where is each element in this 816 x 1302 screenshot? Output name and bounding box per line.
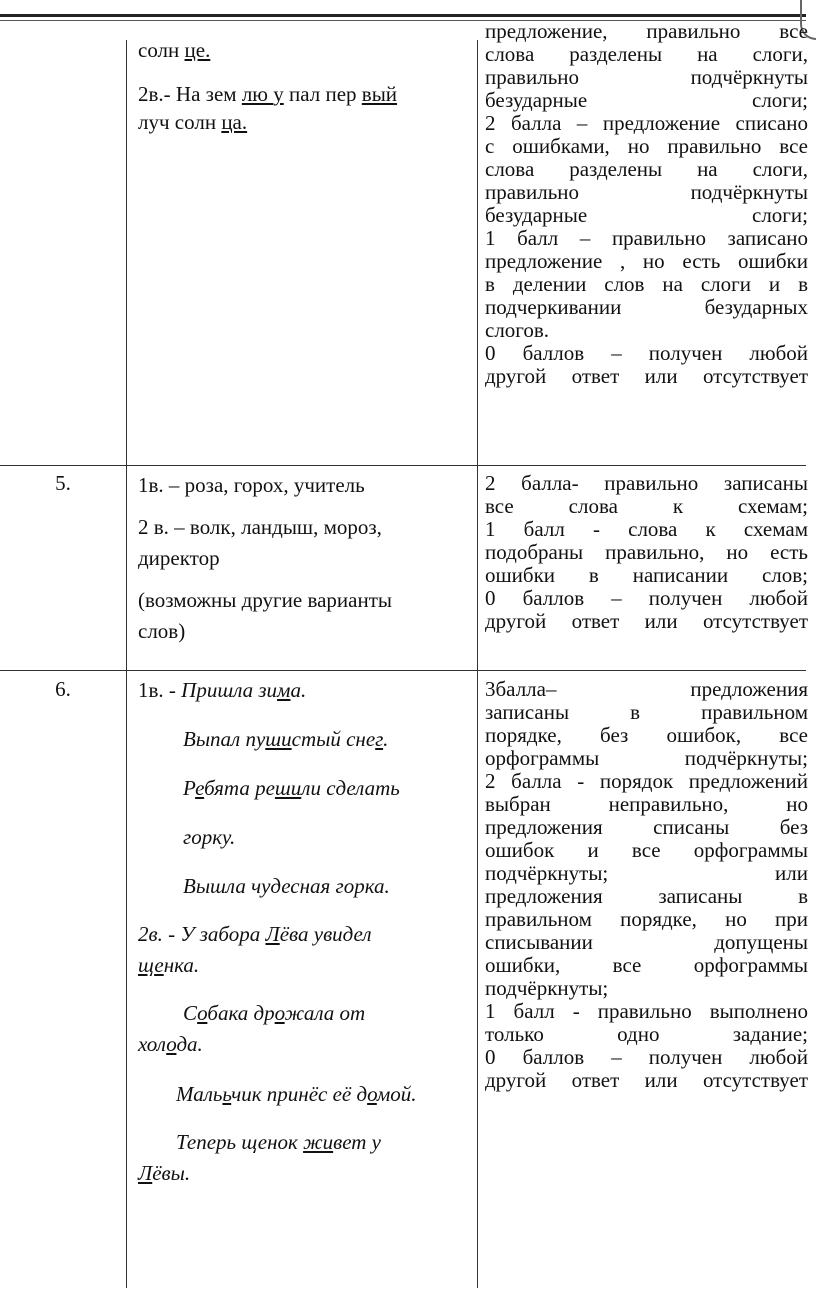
row4-criteria-line: правильно подчёркнуты (485, 180, 808, 204)
row6-answer-text: Пришла зи (181, 678, 278, 702)
row6-answer-text: Л (138, 1161, 153, 1185)
row6-answer-line (138, 678, 468, 702)
row4-criteria-line: безударные слоги; (485, 203, 808, 227)
row4-criteria-cell (485, 19, 808, 464)
row4-criteria-line: 1 балл – правильно записано (485, 226, 808, 250)
row5-criteria-line: все слова к схемам; (485, 494, 808, 518)
row6-answer-text: г (375, 727, 384, 751)
row6-answer-text: ли сделать (301, 776, 400, 800)
row6-answer-text: чик принёс её д (231, 1082, 368, 1106)
row5-criteria-cell (485, 472, 808, 667)
row4-answer-line (138, 38, 468, 62)
row4-answer-text: вый (361, 82, 398, 106)
row5-criteria-line: ошибки в написании слов; (485, 563, 808, 587)
row6-answer-line (138, 727, 468, 751)
row6-answer-text: о (166, 1032, 177, 1056)
row5-criteria-line: подобраны правильно, но есть (485, 540, 808, 564)
row6-answer-text: Р (183, 776, 196, 800)
row4-criteria-line: 0 баллов – получен любой (485, 341, 808, 365)
row6-answer-text: Маль (176, 1082, 223, 1106)
row6-answer-line (138, 1001, 468, 1025)
row4-criteria-line: слогов. (485, 318, 550, 342)
row6-answer-text: ши (274, 776, 302, 800)
row6-answer-text: горку. (183, 825, 236, 849)
row6-answer-text: а. (290, 678, 307, 702)
row6-answer-text: С (183, 1001, 198, 1025)
row6-answer-line (138, 874, 468, 898)
row6-answer-cell (138, 678, 468, 1185)
row6-answer-text: жи (303, 1130, 334, 1154)
row6-answer-text: бака др (207, 1001, 275, 1025)
row5-answer-line: директор (138, 546, 220, 570)
row4-answer-text: лю (241, 82, 274, 106)
row6-criteria-line: списывании допущены (485, 930, 808, 954)
row6-answer-text: щ (138, 953, 155, 977)
row6-answer-text: мой. (376, 1082, 417, 1106)
row5-answer-line: слов) (138, 619, 186, 643)
row6-criteria-line: ошибки, все орфограммы (485, 953, 808, 977)
row6-answer-line (138, 1130, 468, 1154)
row6-answer-text: Вышла чудесная горка. (183, 874, 390, 898)
row6-criteria-line: подчёркнуты; или (485, 861, 808, 885)
row6-answer-line (138, 825, 468, 849)
row6-answer-text: . (383, 727, 389, 751)
row6-answer-line (138, 1161, 468, 1185)
row6-answer-text: ёва увидел (279, 922, 372, 946)
row6-answer-text: о (274, 1001, 285, 1025)
row6-answer-text: Л (265, 922, 280, 946)
row4-criteria-line: слова разделены на слоги, (485, 157, 808, 181)
row4-criteria-line: подчеркивании безударных (485, 295, 808, 319)
row6-answer-text: стый сне (291, 727, 376, 751)
row4-answer-text: солн (138, 38, 185, 62)
row4-criteria-line: с ошибками, но правильно все (485, 134, 808, 158)
row4-criteria-line: в делении слов на слоги и в (485, 272, 808, 296)
row6-answer-text: о (197, 1001, 208, 1025)
row6-answer-text: ь (222, 1082, 232, 1106)
row4-answer-text: це. (184, 38, 211, 62)
row5-criteria-line: 0 баллов – получен любой (485, 586, 808, 610)
row6-criteria-line: записаны в правильном (485, 700, 808, 724)
row4-criteria-line: правильно подчёркнуты (485, 65, 808, 89)
row5-number: 5. (55, 471, 71, 495)
row4-criteria-line: слова разделены на слоги, (485, 42, 808, 66)
row6-criteria-line: предложения записаны в (485, 884, 808, 908)
row4-criteria-line: другой ответ или отсутствует (485, 364, 808, 388)
row6-answer-text: Теперь щенок (176, 1130, 304, 1154)
table-column-divider-2 (477, 40, 478, 1288)
row6-answer-text: хол (138, 1032, 167, 1056)
row4-answer-line (138, 82, 468, 106)
row6-answer-text: 1в. - (138, 678, 182, 702)
row6-answer-text: вет у (333, 1130, 382, 1154)
row6-answer-text: е (195, 776, 205, 800)
row6-answer-text: м (277, 678, 291, 702)
page-top-border (0, 14, 806, 17)
row6-criteria-line: 1 балл - правильно выполнено (485, 999, 808, 1023)
row6-number: 6. (55, 677, 71, 701)
table-row-divider-4-5 (0, 465, 806, 466)
row4-criteria-line: предложение, правильно все (485, 19, 808, 43)
row6-criteria-line: предложения списаны без (485, 815, 808, 839)
row5-answer-cell (138, 472, 468, 644)
row4-answer-text: луч солн (138, 110, 222, 134)
row6-criteria-line: 0 баллов – получен любой (485, 1045, 808, 1069)
row4-answer-line (138, 110, 468, 134)
row6-answer-line (138, 922, 468, 946)
row6-criteria-line: порядке, без ошибок, все (485, 723, 808, 747)
row4-answer-text: ца. (221, 110, 248, 134)
row6-criteria-line: только одно задание; (485, 1022, 808, 1046)
row6-answer-text: жала от (284, 1001, 366, 1025)
row6-criteria-line: 2 балла - порядок предложений (485, 769, 808, 793)
row6-criteria-cell (485, 678, 808, 1158)
row5-answer-line: 1в. – роза, горох, учитель (138, 473, 365, 497)
row6-answer-text: е (154, 953, 164, 977)
table-row-divider-5-6 (0, 670, 806, 671)
row6-answer-line (138, 953, 468, 977)
row6-criteria-line: выбран неправильно, но (485, 792, 808, 816)
row6-answer-text: 2в. - У забора (138, 922, 266, 946)
row5-criteria-line: другой ответ или отсутствует (485, 609, 808, 633)
row5-criteria-line: 2 балла- правильно записаны (485, 471, 808, 495)
row6-answer-text: бята ре (204, 776, 275, 800)
row4-answer-text: 2в.- На зем (138, 82, 242, 106)
row4-answer-text: пал пер (283, 82, 362, 106)
table-column-divider-1 (126, 40, 127, 1288)
row4-criteria-line: предложение , но есть ошибки (485, 249, 808, 273)
row6-criteria-line: ошибок и все орфограммы (485, 838, 808, 862)
row6-answer-text: да. (176, 1032, 203, 1056)
row6-answer-text: Выпал пу (183, 727, 266, 751)
row6-criteria-line: другой ответ или отсутствует (485, 1068, 808, 1092)
row6-answer-line (138, 1032, 468, 1056)
row4-answer-cell (138, 30, 468, 134)
row6-criteria-line: подчёркнуты; (485, 976, 609, 1000)
row6-answer-line (138, 1082, 468, 1106)
row6-criteria-line: правильном порядке, но при (485, 907, 808, 931)
row6-answer-text: ёвы. (152, 1161, 191, 1185)
row5-criteria-line: 1 балл - слова к схемам (485, 517, 808, 541)
row6-criteria-line: 3балла– предложения (485, 677, 808, 701)
row6-answer-text: нка. (163, 953, 200, 977)
row6-answer-text: о (367, 1082, 377, 1106)
row4-criteria-line: безударные слоги; (485, 88, 808, 112)
row4-criteria-line: 2 балла – предложение списано (485, 111, 808, 135)
row6-answer-text: ши (265, 727, 292, 751)
row5-answer-line: (возможны другие варианты (138, 588, 393, 612)
row6-answer-line (138, 776, 468, 800)
row4-answer-text: у (273, 82, 284, 106)
row5-answer-line: 2 в. – волк, ландыш, мороз, (138, 515, 382, 539)
row6-criteria-line: орфограммы подчёркнуты; (485, 746, 808, 770)
